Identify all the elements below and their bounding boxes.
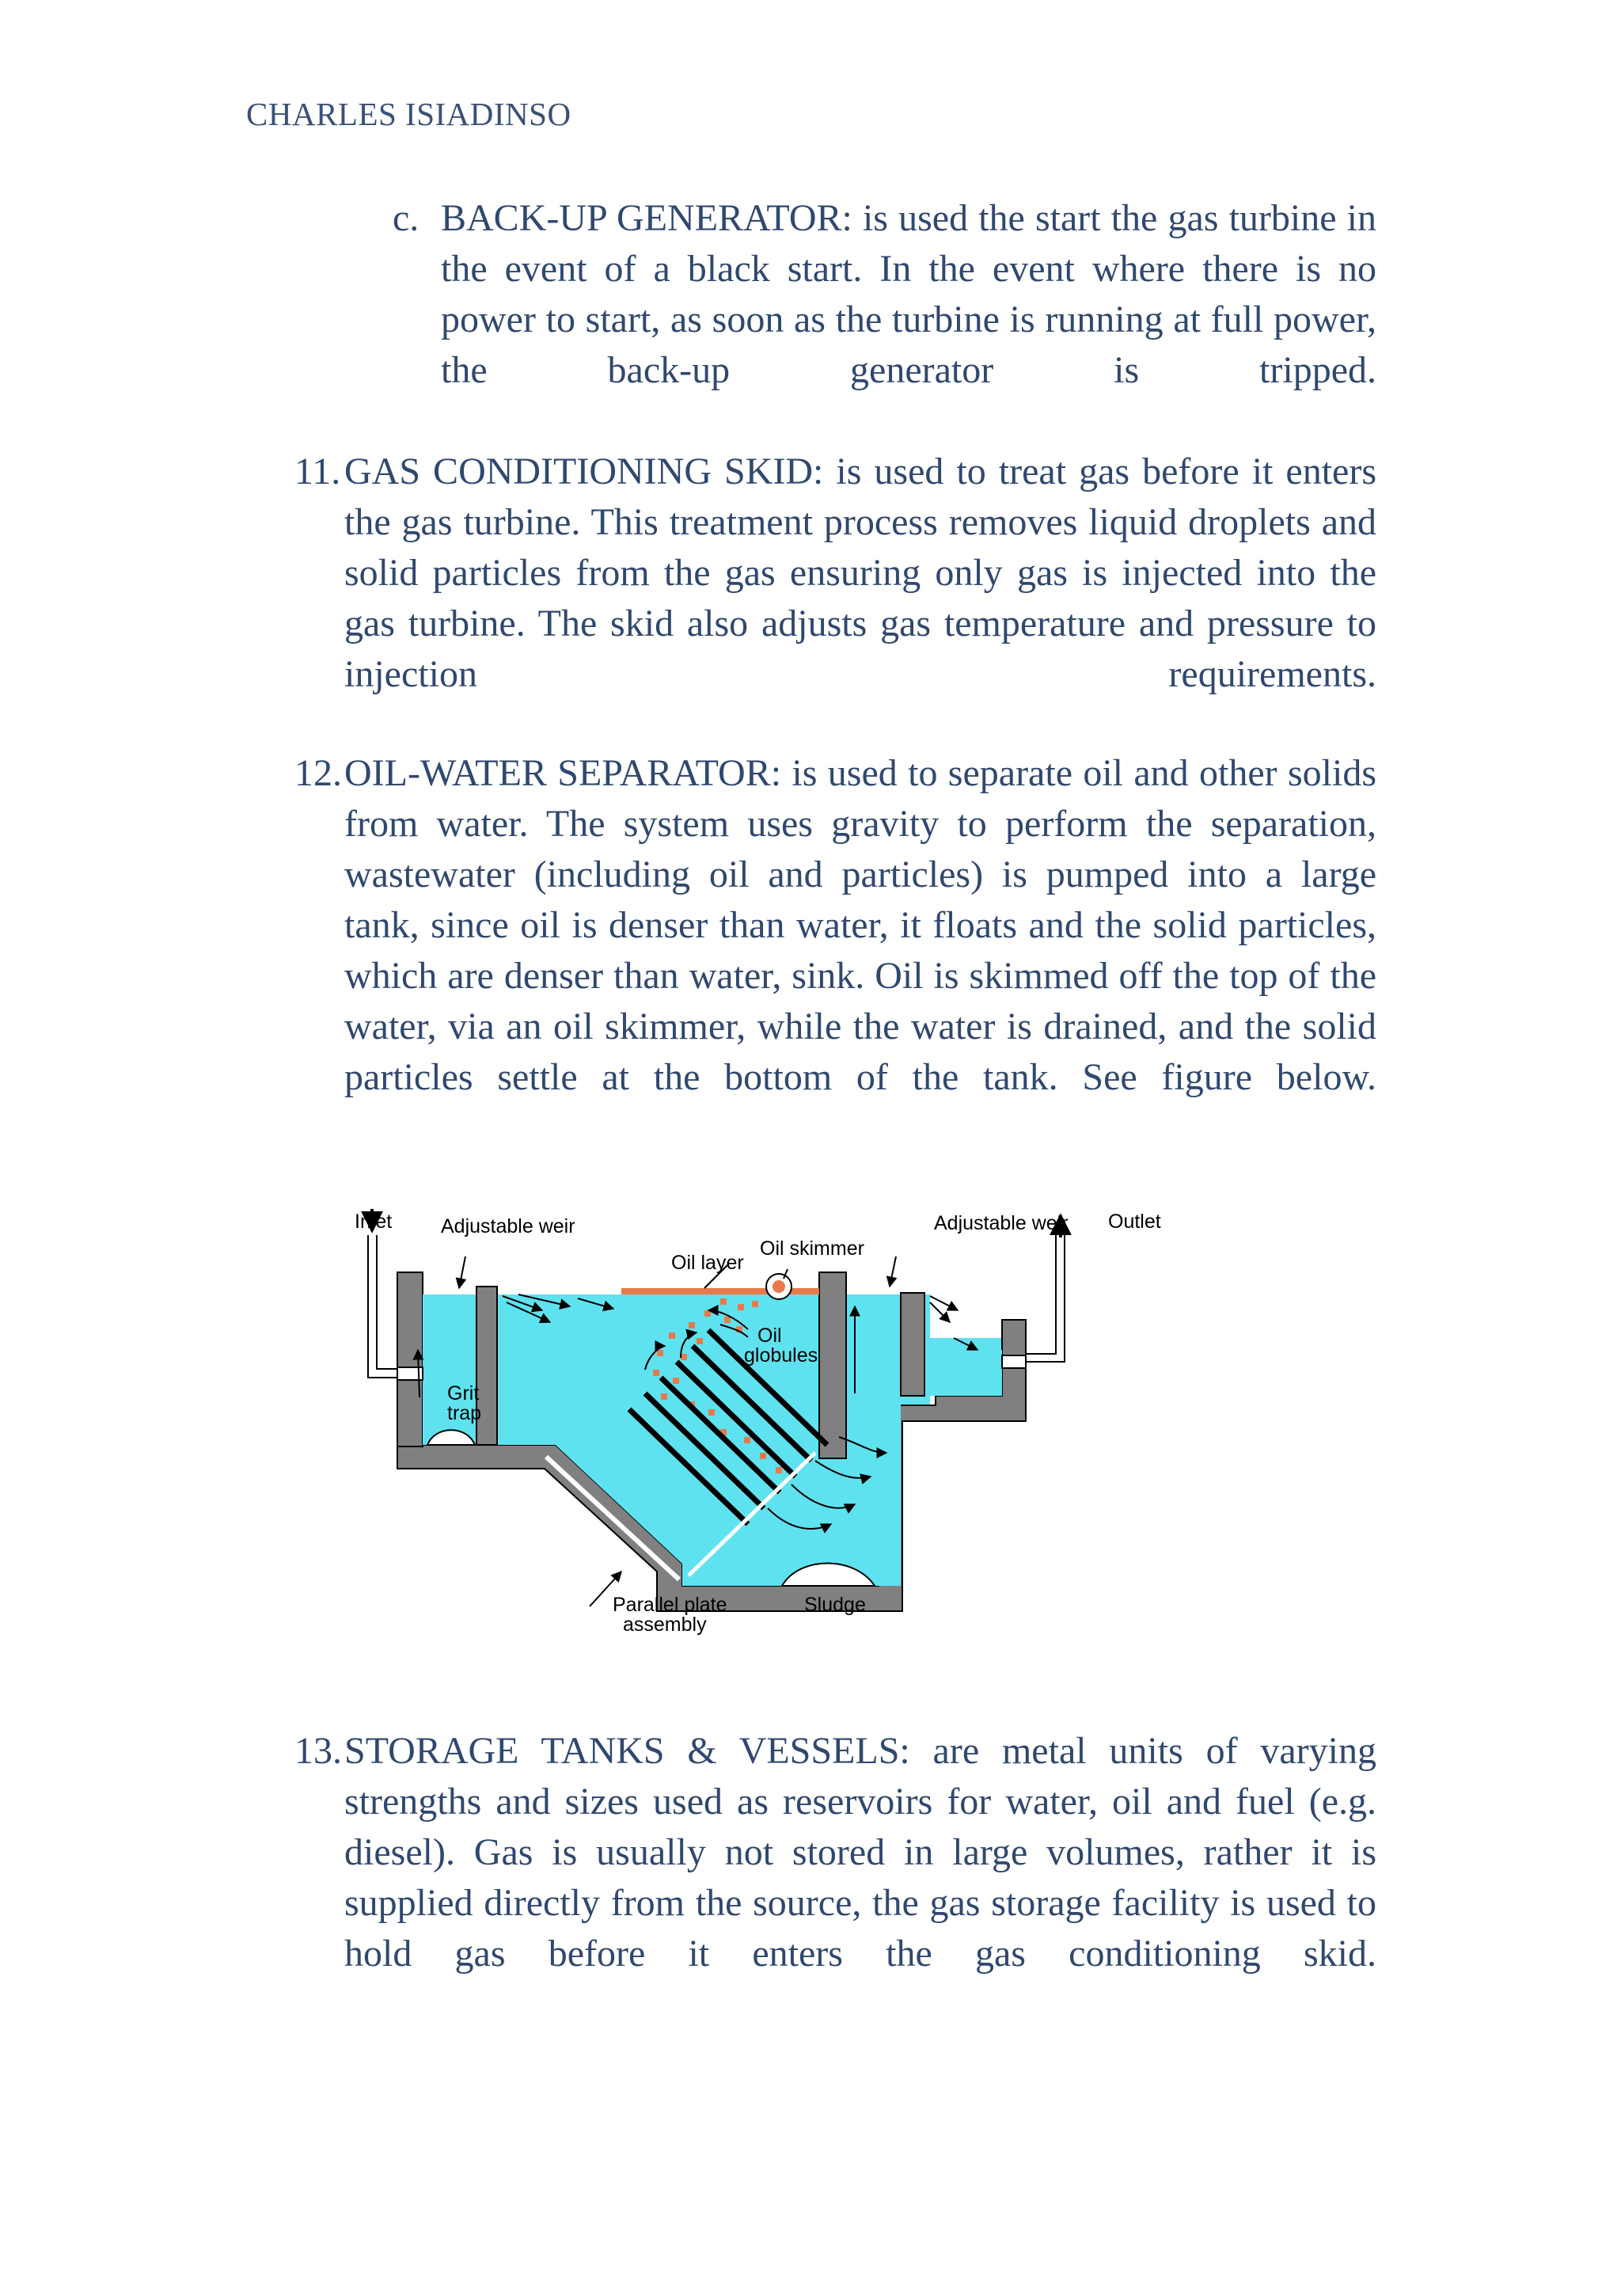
list-item-storage-tanks [294,1726,1376,2030]
label-oil-globules-1: Oil [757,1325,782,1347]
list-item-text: STORAGE TANKS & VESSELS: are metal units of varying strengths and sizes used as reservoirs for water, oil and fuel (e.g. diesel). Gas is usually not stored in large volumes, rather it is supplied directly from the source, the gas storage facility is used to hold gas before it enters the gas conditioning skid. [344,1730,1376,1975]
outlet-pipe [1026,1235,1065,1362]
list-marker: 13. [294,1730,342,1772]
label-inlet: Inlet [355,1211,393,1233]
list-item-text: GAS CONDITIONING SKID: is used to treat gas before it enters the gas turbine. This treatment process removes liquid droplets and solid particles from the gas ensuring only gas is injected into the gas turbine. The skid also adjusts gas temperature and pressure to injection requirements. [344,450,1376,695]
label-oil-layer: Oil layer [671,1252,744,1274]
list-item-text: BACK-UP GENERATOR: is used the start the gas turbine in the event of a black start. In the event where there is no power to start, as soon as the turbine is running at full power, the back-up generator is tripped. [441,197,1376,391]
label-outlet: Outlet [1108,1211,1161,1233]
label-parallel-plate-1: Parallel plate [613,1594,727,1616]
label-grit-trap-2: trap [447,1402,482,1424]
label-parallel-plate-2: assembly [623,1614,707,1636]
oil-water-separator-diagram [348,1199,1171,1674]
list-item-oil-water-separator [294,748,1376,1154]
label-adjustable-weir-right: Adjustable weir [934,1212,1069,1234]
label-adjustable-weir-left: Adjustable weir [441,1215,575,1237]
list-marker: c. [393,197,419,239]
inlet-pipe [368,1235,397,1378]
page-header-author: CHARLES ISIADINSO [246,96,571,132]
list-item-text: OIL-WATER SEPARATOR: is used to separate oil and other solids from water. The system uses gravity to perform the separation, wastewater (including oil and particles) is pumped into a large tank, since oil is denser than water, it floats and the solid particles, which are denser than water, sink. Oil is skimmed off the top of the water, via an oil skimmer, while the water is drained, and the solid particles settle at the bottom of the tank. See figure below. [344,752,1376,1098]
label-oil-skimmer: Oil skimmer [760,1237,864,1260]
list-marker: 11. [294,450,341,492]
label-oil-globules-2: globules [744,1344,818,1367]
label-sludge: Sludge [804,1594,866,1616]
label-grit-trap-1: Grit [447,1382,480,1405]
list-item-backup-generator [393,193,1376,447]
list-item-gas-conditioning-skid [294,447,1376,751]
list-marker: 12. [294,752,342,794]
